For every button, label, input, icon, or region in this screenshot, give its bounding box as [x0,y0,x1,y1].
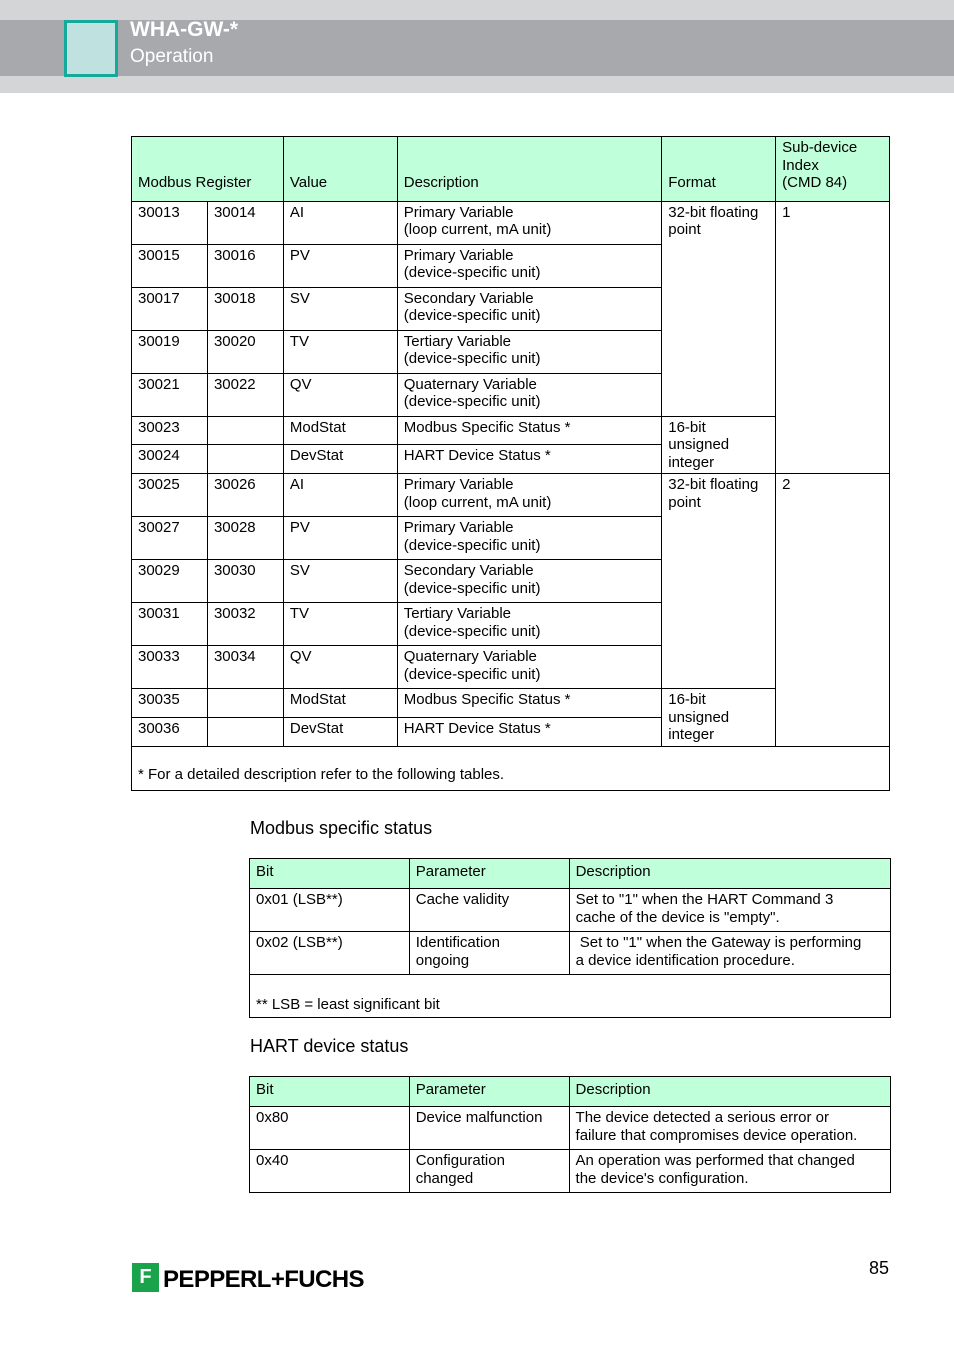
cell-register-high: 30026 [207,474,283,517]
cell-value: SV [283,287,397,330]
header-parameter: Parameter [409,859,569,889]
cell-description: The device detected a serious error or failure that compromises device operation. [569,1107,890,1150]
header-band-top [0,0,954,20]
cell-register-low: 30027 [132,517,208,560]
cell-value: QV [283,373,397,416]
cell-sub-device-index: 1 [776,201,890,474]
header-parameter: Parameter [409,1077,569,1107]
cell-description: Primary Variable (device-specific unit) [397,244,662,287]
cell-description: Primary Variable (device-specific unit) [397,517,662,560]
cell-value: ModStat [283,416,397,445]
cell-bit: 0x40 [250,1150,410,1193]
cell-register-high [207,689,283,718]
header-modbus-register: Modbus Register [132,137,284,202]
table-row [132,201,890,244]
cell-value: AI [283,474,397,517]
header-description: Description [569,859,890,889]
cell-register-high: 30022 [207,373,283,416]
modbus-register-table [131,136,890,791]
cell-description: Primary Variable (loop current, mA unit) [397,201,662,244]
header-bit: Bit [250,859,410,889]
cell-bit: 0x80 [250,1107,410,1150]
table-row [250,889,891,932]
cell-register-high: 30032 [207,603,283,646]
cell-description: Modbus Specific Status * [397,689,662,718]
cell-description: Quaternary Variable (device-specific unit) [397,646,662,689]
cell-register-low: 30023 [132,416,208,445]
cell-value: QV [283,646,397,689]
brand-name: PEPPERL+FUCHS [163,1266,364,1293]
cell-parameter: Configuration changed [409,1150,569,1193]
cell-register-high: 30018 [207,287,283,330]
table-row [250,1107,891,1150]
header-value: Value [283,137,397,202]
hart-status-table [249,1076,891,1193]
header-sub-device-index: Sub-device Index (CMD 84) [776,137,890,202]
cell-register-high [207,717,283,746]
cell-value: PV [283,244,397,287]
cell-register-low: 30019 [132,330,208,373]
cell-description: Primary Variable (loop current, mA unit) [397,474,662,517]
cell-description: HART Device Status * [397,445,662,474]
cell-register-high: 30016 [207,244,283,287]
cell-register-low: 30021 [132,373,208,416]
modbus-status-table [249,858,891,1018]
pepperl-fuchs-logo-icon: F [132,1263,159,1292]
cell-register-high: 30030 [207,560,283,603]
register-table-footnote: * For a detailed description refer to the following tables. [132,746,890,790]
cell-value: PV [283,517,397,560]
cell-register-low: 30031 [132,603,208,646]
cell-value: DevStat [283,717,397,746]
cell-description: HART Device Status * [397,717,662,746]
cell-description: An operation was performed that changed the device's configuration. [569,1150,890,1193]
cell-value: SV [283,560,397,603]
section-heading-hart-status: HART device status [250,1036,409,1056]
cell-description: Set to "1" when the HART Command 3 cache of the device is "empty". [569,889,890,932]
cell-register-low: 30033 [132,646,208,689]
cell-register-low: 30013 [132,201,208,244]
cell-value: TV [283,603,397,646]
cell-register-high [207,416,283,445]
modbus-status-footnote: ** LSB = least significant bit [250,975,891,1018]
table-row [250,932,891,975]
cell-value: AI [283,201,397,244]
cell-register-high: 30034 [207,646,283,689]
cell-register-low: 30036 [132,717,208,746]
cell-description: Quaternary Variable (device-specific unit) [397,373,662,416]
cell-sub-device-index: 2 [776,474,890,747]
cell-parameter: Cache validity [409,889,569,932]
document-subtitle: Operation [130,46,214,67]
cell-description: Tertiary Variable (device-specific unit) [397,603,662,646]
cell-description: Modbus Specific Status * [397,416,662,445]
table-row [132,474,890,517]
cell-register-high: 30028 [207,517,283,560]
cell-register-high: 30014 [207,201,283,244]
cell-value: ModStat [283,689,397,718]
cell-description: Secondary Variable (device-specific unit) [397,287,662,330]
cell-parameter: Identification ongoing [409,932,569,975]
header-bit: Bit [250,1077,410,1107]
cell-bit: 0x02 (LSB**) [250,932,410,975]
cell-value: TV [283,330,397,373]
cell-register-low: 30017 [132,287,208,330]
cell-value: DevStat [283,445,397,474]
header-description: Description [569,1077,890,1107]
cell-description: Tertiary Variable (device-specific unit) [397,330,662,373]
cell-register-low: 30024 [132,445,208,474]
document-title: WHA-GW-* [130,18,239,41]
cell-parameter: Device malfunction [409,1107,569,1150]
cell-description: Set to "1" when the Gateway is performing a device identification procedure. [569,932,890,975]
cell-format: 16-bit unsigned integer [662,416,776,474]
header-description: Description [397,137,662,202]
section-logo-square [64,20,118,77]
cell-register-low: 30025 [132,474,208,517]
cell-format: 32-bit floating point [662,474,776,689]
header-band-bottom [0,76,954,93]
page-number: 85 [869,1258,890,1278]
cell-register-low: 30029 [132,560,208,603]
cell-register-high: 30020 [207,330,283,373]
section-heading-modbus-status: Modbus specific status [250,818,433,838]
header-format: Format [662,137,776,202]
cell-register-low: 30035 [132,689,208,718]
cell-description: Secondary Variable (device-specific unit) [397,560,662,603]
table-row [250,1150,891,1193]
cell-format: 32-bit floating point [662,201,776,416]
cell-format: 16-bit unsigned integer [662,689,776,747]
cell-bit: 0x01 (LSB**) [250,889,410,932]
cell-register-low: 30015 [132,244,208,287]
cell-register-high [207,445,283,474]
